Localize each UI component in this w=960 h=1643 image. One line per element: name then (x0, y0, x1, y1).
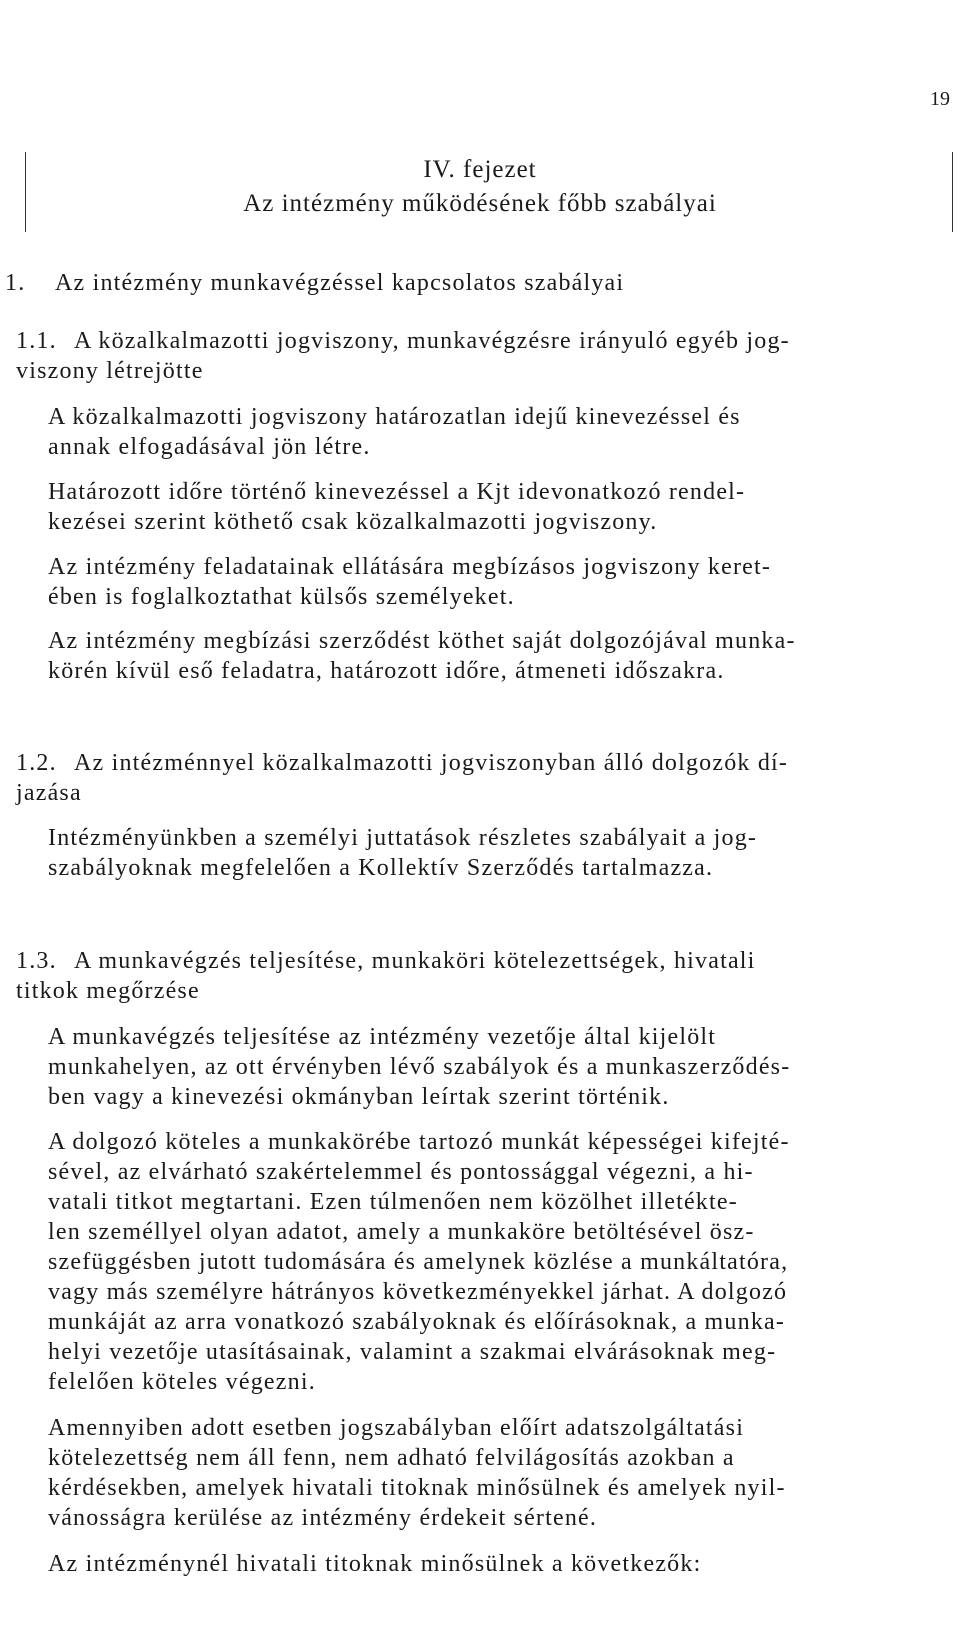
subsection-number: 1.2. (16, 750, 57, 776)
subsection-1-1-heading (16, 326, 790, 356)
paragraph-line: kérdésekben, amelyek hivatali titoknak minősülnek és amelyek nyil- (48, 1475, 786, 1501)
paragraph-line: helyi vezetője utasításainak, valamint a szakmai elvárásoknak meg- (48, 1339, 777, 1365)
paragraph-line: ben vagy a kinevezési okmányban leírtak szerint történik. (48, 1084, 670, 1110)
paragraph-line: Határozott időre történő kinevezéssel a Kjt idevonatkozó rendel- (48, 479, 746, 505)
paragraph-line: ében is foglalkoztathat külsős személyeket. (48, 584, 515, 610)
paragraph-line: Intézményünkben a személyi juttatások részletes szabályait a jog- (48, 825, 758, 851)
chapter-number: IV. fejezet (423, 156, 537, 183)
paragraph-line: körén kívül eső feladatra, határozott időre, átmeneti időszakra. (48, 658, 725, 684)
paragraph-line: szefüggésben jutott tudomására és amelynek közlése a munkáltatóra, (48, 1249, 789, 1275)
section-title: Az intézmény munkavégzéssel kapcsolatos szabályai (55, 270, 625, 296)
subsection-number: 1.1. (16, 328, 57, 354)
subsection-title-line: A munkavégzés teljesítése, munkaköri kötelezettségek, hivatali (74, 948, 756, 974)
paragraph-line: annak elfogadásával jön létre. (48, 434, 371, 460)
paragraph-line: sével, az elvárható szakértelemmel és pontossággal végezni, a hi- (48, 1159, 754, 1185)
paragraph-line: A közalkalmazotti jogviszony határozatlan idejű kinevezéssel és (48, 404, 741, 430)
paragraph-line: Az intézmény feladatainak ellátására megbízásos jogviszony keret- (48, 554, 772, 580)
paragraph-line: Az intézmény megbízási szerződést köthet saját dolgozójával munka- (48, 628, 796, 654)
paragraph-line: Az intézménynél hivatali titoknak minősülnek a következők: (48, 1551, 702, 1577)
section-number: 1. (5, 270, 26, 296)
paragraph-line: kezései szerint köthető csak közalkalmazotti jogviszony. (48, 509, 658, 535)
subsection-title-line: A közalkalmazotti jogviszony, munkavégzésre irányuló egyéb jog- (74, 328, 790, 354)
paragraph-line: A munkavégzés teljesítése az intézmény vezetője által kijelölt (48, 1024, 717, 1050)
paragraph-line: vánosságra kerülése az intézmény érdekeit sértené. (48, 1505, 598, 1531)
paragraph-line: vatali titkot megtartani. Ezen túlmenően nem közölhet illetékte- (48, 1189, 738, 1215)
page-number: 19 (930, 88, 950, 110)
paragraph-line: munkahelyen, az ott érvényben lévő szabályok és a munkaszerződés- (48, 1054, 791, 1080)
subsection-title-line: viszony létrejötte (16, 358, 204, 384)
paragraph-line: vagy más személyre hátrányos következményekkel járhat. A dolgozó (48, 1279, 788, 1305)
subsection-1-3-heading (16, 946, 756, 976)
paragraph-line: felelően köteles végezni. (48, 1369, 316, 1395)
paragraph-line: munkáját az arra vonatkozó szabályoknak és előírásoknak, a munka- (48, 1309, 786, 1335)
subsection-title-line: Az intézménnyel közalkalmazotti jogviszonyban álló dolgozók dí- (74, 750, 789, 776)
chapter-title: Az intézmény működésének főbb szabályai (243, 190, 717, 217)
subsection-1-2-heading (16, 748, 788, 778)
paragraph-line: szabályoknak megfelelően a Kollektív Szerződés tartalmazza. (48, 855, 714, 881)
subsection-title-line: titkok megőrzése (16, 978, 200, 1004)
paragraph-line: len személlyel olyan adatot, amely a munkaköre betöltésével ösz- (48, 1219, 755, 1245)
section-1-heading (5, 268, 624, 298)
subsection-number: 1.3. (16, 948, 57, 974)
paragraph-line: Amennyiben adott esetben jogszabályban előírt adatszolgáltatási (48, 1415, 745, 1441)
paragraph-line: kötelezettség nem áll fenn, nem adható felvilágosítás azokban a (48, 1445, 735, 1471)
paragraph-line: A dolgozó köteles a munkakörébe tartozó munkát képességei kifejté- (48, 1129, 790, 1155)
subsection-title-line: jazása (16, 780, 82, 806)
